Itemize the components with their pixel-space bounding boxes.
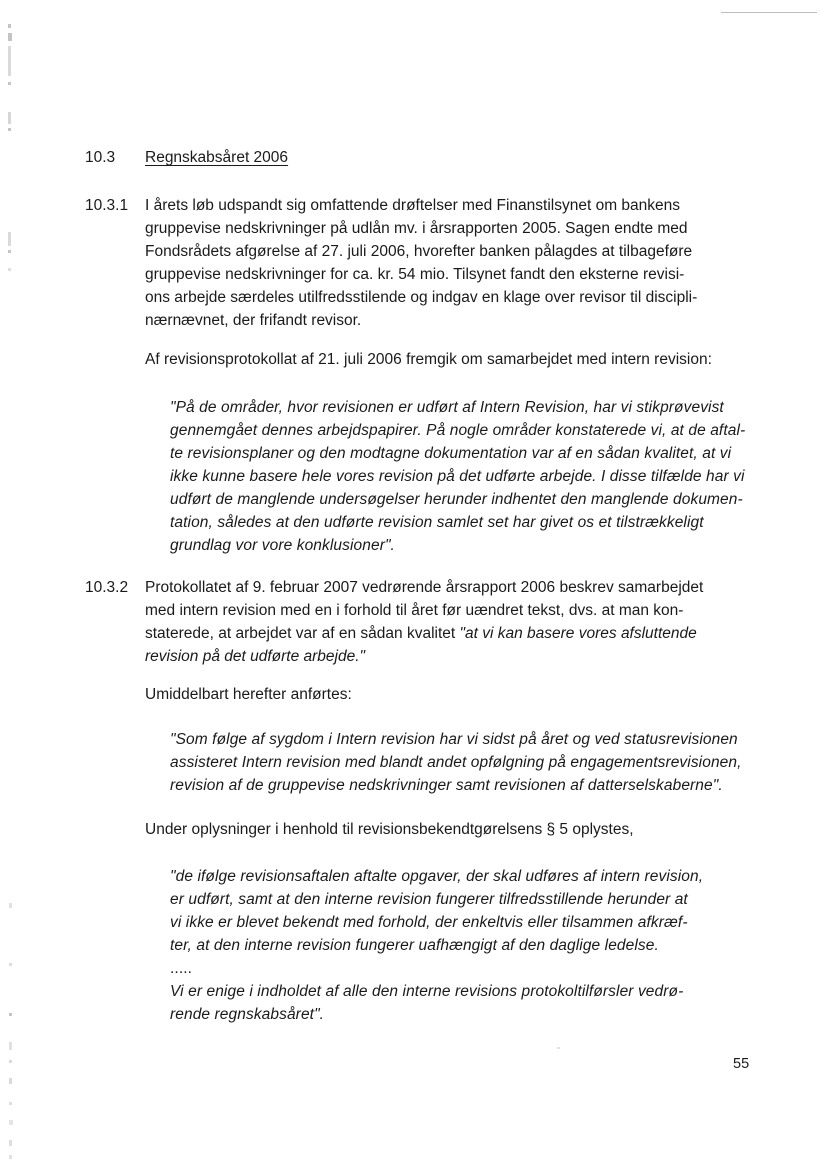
text-line: I årets løb udspandt sig omfattende drøftelser med Finanstilsynet om bankens — [145, 197, 681, 214]
scan-noise — [9, 1013, 12, 1016]
under-oplysninger-intro — [145, 818, 785, 841]
quote-line: grundlag vor vore konklusioner". — [170, 537, 395, 554]
scan-noise — [8, 112, 11, 124]
text-line: Af revisionsprotokollat af 21. juli 2006 fremgik om samarbejdet med intern revision: — [145, 351, 712, 368]
quote-line: "de ifølge revisionsaftalen aftalte opgaver, der skal udføres af intern revision, — [170, 868, 704, 885]
text-line: gruppevise nedskrivninger på udlån mv. i årsrapporten 2005. Sagen endte med — [145, 220, 688, 237]
scan-noise — [9, 1140, 12, 1146]
quote-line: vi ikke er blevet bekendt med forhold, der enkeltvis eller tilsammen afkræf- — [170, 914, 688, 931]
scan-noise — [9, 1120, 13, 1125]
section-number: 10.3 — [85, 149, 116, 166]
text-line: med intern revision med en i forhold til året før uændret tekst, dvs. at man kon- — [145, 602, 684, 619]
quote-line: rende regnskabsåret". — [170, 1006, 325, 1023]
scan-noise — [9, 903, 12, 908]
quote-block-sygdom — [170, 728, 785, 797]
paragraph-number: 10.3.2 — [85, 579, 129, 596]
followup-intro — [145, 683, 785, 706]
quote-line: "På de områder, hvor revisionen er udført af Intern Revision, har vi stikprøvevist — [170, 399, 724, 416]
quote-line: udført de manglende undersøgelser herunder indhentet den manglende dokumen- — [170, 491, 743, 508]
scan-noise — [9, 1060, 12, 1063]
scan-noise — [8, 268, 11, 271]
quote-line: "Som følge af sygdom i Intern revision har vi sidst på året og ved statusrevisionen — [170, 731, 738, 748]
scan-artifact-top-line — [721, 12, 817, 13]
scan-noise — [9, 1042, 12, 1050]
text-line: Protokollatet af 9. februar 2007 vedrørende årsrapport 2006 beskrev samarbejdet — [145, 579, 704, 596]
paragraph-body — [145, 576, 785, 668]
quote-line: gennemgået dennes arbejdspapirer. På nogle områder konstaterede vi, at de aftal- — [170, 422, 746, 439]
text-line — [145, 622, 785, 645]
quote-line: er udført, samt at den interne revision fungerer tilfredsstillende herunder at — [170, 891, 688, 908]
scan-noise — [8, 232, 11, 246]
scan-noise — [8, 24, 11, 28]
scan-noise — [8, 46, 11, 76]
quoted-segment: "at vi kan basere vores afsluttende — [459, 625, 697, 642]
scan-noise — [8, 82, 11, 85]
paragraph-10-3-1 — [85, 194, 785, 332]
text-line: Fondsrådets afgørelse af 27. juli 2006, hvorefter banken pålagdes at tilbageføre — [145, 243, 693, 260]
quote-intro — [145, 348, 785, 371]
quoted-segment: revision på det udførte arbejde." — [145, 648, 366, 665]
scan-noise — [9, 1078, 12, 1084]
paragraph-number: 10.3.1 — [85, 197, 129, 214]
section-title: Regnskabsåret 2006 — [145, 149, 289, 166]
quote-line: ikke kunne basere hele vores revision på det udførte arbejde. I disse tilfælde har vi — [170, 468, 745, 485]
text-line: gruppevise nedskrivninger for ca. kr. 54 mio. Tilsynet fandt den eksterne revisi- — [145, 266, 685, 283]
text-segment: staterede, at arbejdet var af en sådan kvalitet — [145, 625, 460, 642]
document-content — [85, 146, 785, 1026]
paragraph-body — [145, 194, 785, 332]
scan-noise — [9, 1102, 12, 1105]
scan-noise — [557, 1047, 560, 1049]
quote-block-intern-revision — [170, 396, 785, 557]
quote-line: te revisionsplaner og den modtagne dokumentation var af en sådan kvalitet, at vi — [170, 445, 732, 462]
ellipsis-line: ..... — [170, 960, 193, 977]
paragraph-10-3-2 — [85, 576, 785, 668]
quote-line: ter, at den interne revision fungerer uafhængigt af den daglige ledelse. — [170, 937, 659, 954]
page-number: 55 — [733, 1056, 750, 1072]
text-line: ons arbejde særdeles utilfredsstilende og indgav en klage over revisor til discipli- — [145, 289, 698, 306]
scan-noise — [9, 1155, 12, 1159]
text-line: Umiddelbart herefter anførtes: — [145, 686, 352, 703]
quote-line: assisteret Intern revision med blandt andet opfølgning på engagementsrevisionen, — [170, 754, 742, 771]
quote-line: revision af de gruppevise nedskrivninger samt revisionen af datterselskaberne". — [170, 777, 723, 794]
scan-noise — [8, 33, 12, 41]
text-line: nærnævnet, der frifandt revisor. — [145, 312, 362, 329]
text-line: Under oplysninger i henhold til revisionsbekendtgørelsens § 5 oplystes, — [145, 821, 634, 838]
quote-line: Vi er enige i indholdet af alle den interne revisions protokoltilførsler vedrø- — [170, 983, 684, 1000]
scan-noise — [8, 128, 11, 131]
section-heading — [85, 146, 785, 169]
quote-line: tation, således at den udførte revision samlet set har givet os et tilstrækkeligt — [170, 514, 704, 531]
quote-block-revisionsbekendtgorelse — [170, 865, 785, 1026]
scan-noise — [9, 963, 12, 966]
scan-noise — [8, 250, 11, 253]
